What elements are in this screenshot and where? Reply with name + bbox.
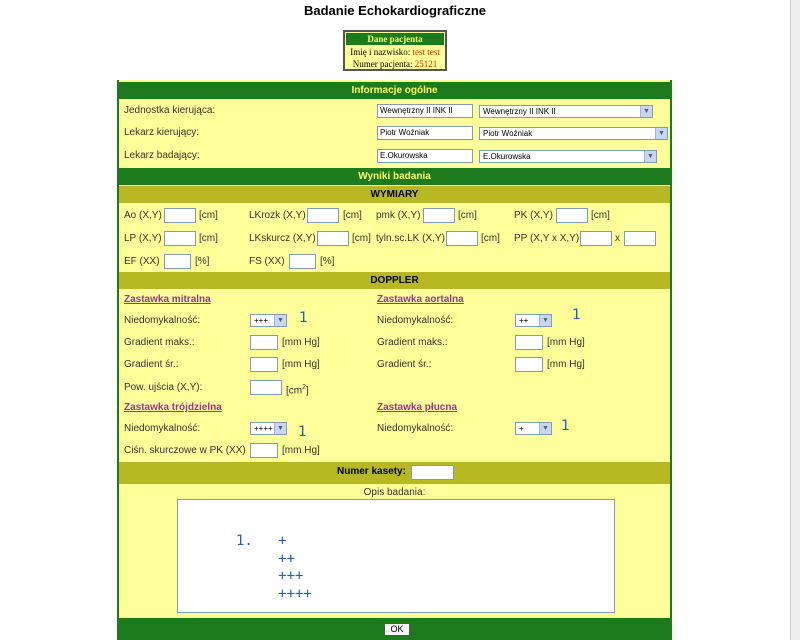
chevron-down-icon: ▼ [644,151,656,162]
referring-unit-select-value: Wewnętrzny II INK II [483,107,556,116]
pulmonary-valve-title: Zastawka płucna [377,402,458,413]
fs-label: FS (XX) [249,256,285,267]
ef-label: EF (XX) [124,256,160,267]
mitral-gmax-label: Gradient maks.: [124,337,195,348]
pulmonary-regurg-value: + [519,424,524,433]
description-label: Opis badania: [363,487,426,498]
general-info-header: Informacje ogólne [119,82,670,99]
cassette-label: Numer kasety: [337,466,406,477]
aortic-gmax-label: Gradient maks.: [377,337,448,348]
examining-doctor-input[interactable]: E.Okurowska [377,149,473,163]
tricuspid-pressure-label: Ciśn. skurczowe w PK (XX) [124,445,246,456]
lkskurcz-unit: [cm] [352,233,371,244]
pmk-input[interactable] [423,208,455,223]
description-line-2: ++ [236,551,296,567]
mitral-note: 1 [299,310,308,326]
fs-unit: [%] [320,256,335,267]
examining-doctor-select-value: E.Okurowska [483,152,531,161]
pk-input[interactable] [556,208,588,223]
patient-number-value: 25121 [414,59,438,69]
mitral-valve-title: Zastawka mitralna [124,294,211,305]
description-line-4: ++++ [236,586,312,602]
pp-input-2[interactable] [624,231,656,246]
mitral-regurg-label: Niedomykalność: [124,315,201,326]
cassette-bar [119,462,670,484]
area-unit-base: [cm [286,385,303,397]
chevron-down-icon: ▼ [274,423,286,434]
pk-label: PK (X,Y) [514,210,553,221]
patient-header: Dane pacjenta [346,33,444,45]
description-textarea[interactable] [177,499,615,613]
aortic-gmean-label: Gradient śr.: [377,359,432,370]
referring-unit-label: Jednostka kierująca: [124,105,216,116]
pulmonary-regurg-label: Niedomykalność: [377,423,454,434]
vertical-scrollbar[interactable] [790,0,800,640]
lkrozk-label: LKrozk (X,Y) [249,210,306,221]
referring-unit-select[interactable] [479,105,653,118]
tricuspid-regurg-select[interactable] [250,422,287,435]
examining-doctor-select[interactable] [479,150,657,163]
mitral-gmax-unit: [mm Hg] [282,337,320,348]
mitral-area-input[interactable] [250,380,282,395]
lkskurcz-input[interactable] [317,231,349,246]
referring-doctor-select-value: Piotr Woźniak [483,129,533,138]
aortic-valve-title: Zastawka aortalna [377,294,464,305]
tricuspid-regurg-label: Niedomykalność: [124,423,201,434]
results-header: Wyniki badania [119,168,670,185]
pk-unit: [cm] [591,210,610,221]
referring-doctor-label: Lekarz kierujący: [124,127,200,138]
pp-input-1[interactable] [580,231,612,246]
pmk-label: pmk (X,Y) [376,210,421,221]
patient-number-label: Numer pacjenta: [352,59,413,69]
pp-separator: x [615,233,620,244]
aortic-regurg-value: ++ [519,316,529,325]
lp-input[interactable] [164,231,196,246]
chevron-down-icon: ▼ [539,423,551,434]
mitral-gmean-label: Gradient śr.: [124,359,179,370]
examining-doctor-label: Lekarz badający: [124,150,200,161]
tricuspid-pressure-unit: [mm Hg] [282,445,320,456]
mitral-area-label: Pow. ujścia (X,Y): [124,382,203,393]
pmk-unit: [cm] [458,210,477,221]
dimensions-header: WYMIARY [119,186,670,203]
lkrozk-unit: [cm] [343,210,362,221]
ef-unit: [%] [195,256,210,267]
ok-button[interactable]: OK [384,623,410,636]
aortic-regurg-label: Niedomykalność: [377,315,454,326]
mitral-gmean-input[interactable] [250,357,278,372]
aortic-note: 1 [572,307,581,323]
referring-unit-input[interactable]: Wewnętrzny II INK II [377,104,473,118]
chevron-down-icon: ▼ [539,315,551,326]
tricuspid-valve-title: Zastawka trójdzielna [124,402,222,413]
aortic-gmean-input[interactable] [515,357,543,372]
fs-input[interactable] [289,254,316,269]
chevron-down-icon: ▼ [655,128,667,139]
tricuspid-note: 1 [298,424,307,440]
chevron-down-icon: ▼ [640,106,652,117]
lp-unit: [cm] [199,233,218,244]
aortic-gmean-unit: [mm Hg] [547,359,585,370]
patient-number-row [345,58,445,70]
ao-input[interactable] [164,208,196,223]
ef-input[interactable] [164,254,191,269]
mitral-area-unit [286,381,309,398]
patient-name-label: Imię i nazwisko: [350,47,411,57]
tricuspid-regurg-value: ++++ [254,424,273,433]
cassette-input[interactable] [411,465,454,480]
pulmonary-regurg-select[interactable] [515,422,552,435]
chevron-down-icon: ▼ [274,315,286,326]
patient-info-box [343,30,447,71]
referring-doctor-select[interactable] [479,127,668,140]
ao-label: Ao (X,Y) [124,210,162,221]
tylnsc-label: tyln.sc.LK (X,Y) [376,233,445,244]
area-unit-sup: 2 [302,384,307,391]
description-line-3: +++ [236,568,304,584]
exam-form [117,80,672,640]
lkskurcz-label: LKskurcz (X,Y) [249,233,316,244]
mitral-regurg-value: +++ [254,316,269,325]
area-unit-close: ] [306,385,309,397]
aortic-gmax-unit: [mm Hg] [547,337,585,348]
description-line-1: 1. + [236,533,287,549]
page-title: Badanie Echokardiograficzne [303,3,487,18]
referring-doctor-input[interactable]: Piotr Woźniak [377,126,473,140]
ao-unit: [cm] [199,210,218,221]
patient-name-value: test test [412,47,440,57]
lp-label: LP (X,Y) [124,233,162,244]
aortic-regurg-select[interactable] [515,314,552,327]
mitral-gmean-unit: [mm Hg] [282,359,320,370]
doppler-header: DOPPLER [119,272,670,289]
pp-label: PP (X,Y x X,Y) [514,233,580,244]
tricuspid-pressure-input[interactable] [250,443,278,458]
patient-name-row [345,46,445,58]
mitral-regurg-select[interactable] [250,314,287,327]
mitral-gmax-input[interactable] [250,335,278,350]
lkrozk-input[interactable] [307,208,339,223]
aortic-gmax-input[interactable] [515,335,543,350]
tylnsc-input[interactable] [446,231,478,246]
pulmonary-note: 1 [561,418,570,434]
tylnsc-unit: [cm] [481,233,500,244]
